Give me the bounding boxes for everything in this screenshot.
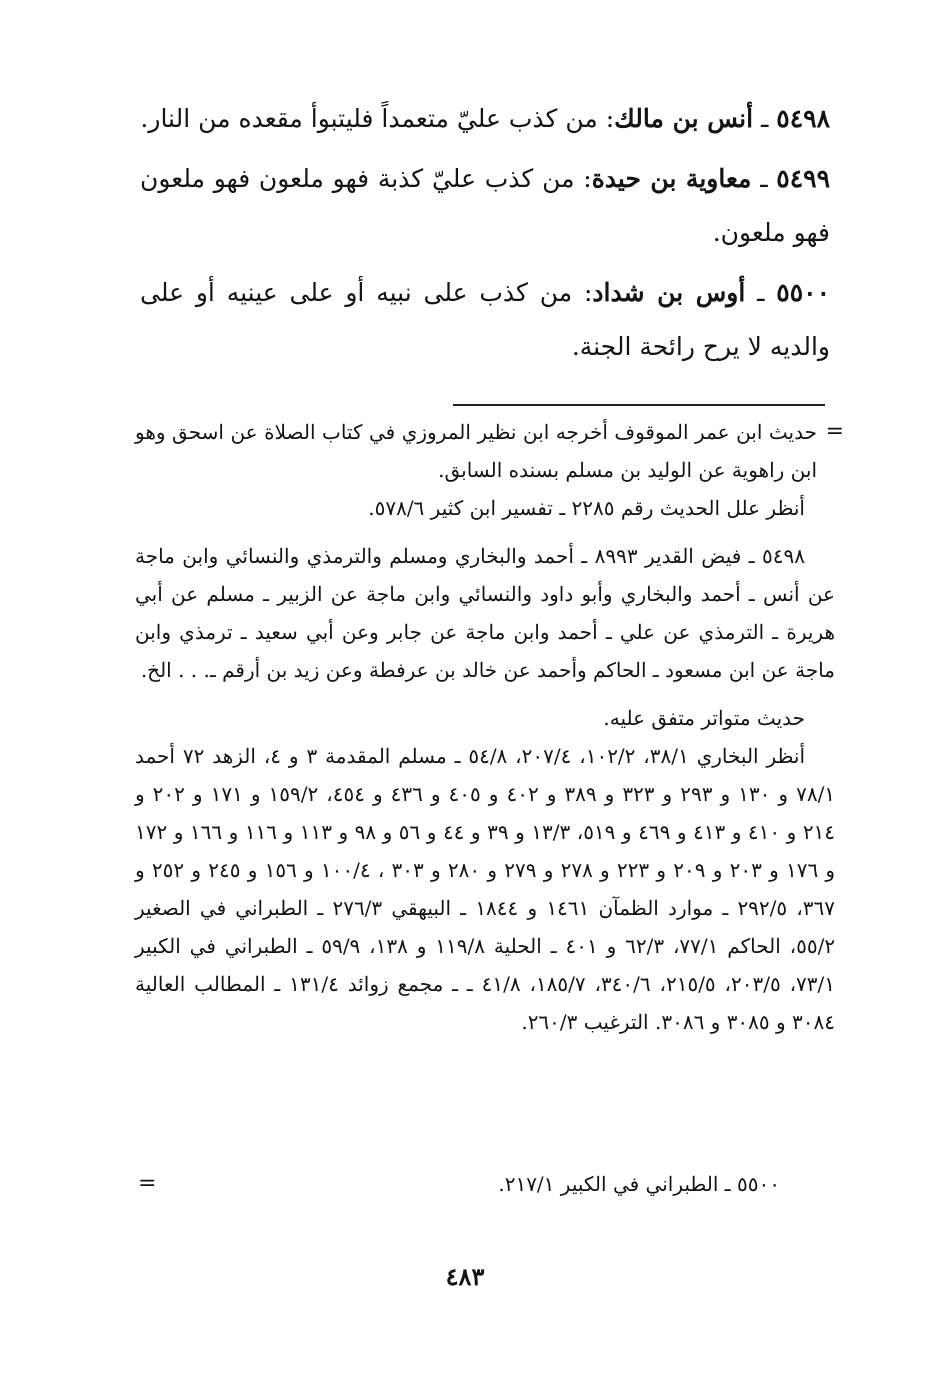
- next-page-mark: =: [138, 1171, 157, 1196]
- footnotes-section: [135, 413, 835, 1041]
- footnote-continuation: حديث ابن عمر الموقوف أخرجه ابن نظير المروزي في كتاب الصلاة عن اسحق وهو ابن راهوية عن الوليد بن مسلم بسنده السابق.: [135, 420, 817, 482]
- dash: ـ: [751, 164, 768, 193]
- hadith-entry-5498: [140, 92, 830, 146]
- footnote-divider: [453, 404, 825, 406]
- hadith-entry-5499: [140, 152, 830, 260]
- colon: :: [572, 278, 593, 307]
- footnote-5500: ٥٥٠٠ ـ الطبراني في الكبير ٢١٧/١.: [498, 1172, 780, 1196]
- hadith-list: [140, 92, 830, 380]
- hadith-number: ٥٤٩٩: [776, 164, 831, 193]
- hadith-entry-5500: [140, 266, 830, 374]
- hadith-narrator: أنس بن مالك: [614, 104, 754, 133]
- colon: :: [597, 104, 615, 133]
- hadith-text: من كذب عليّ متعمداً فليتبوأ مقعده من النار.: [140, 104, 598, 133]
- hadith-number: ٥٥٠٠: [776, 278, 830, 307]
- hadith-text: من كذب عليّ كذبة فهو ملعون فهو ملعون فهو ملعون.: [140, 164, 830, 247]
- footnote-reference-line: أنظر علل الحديث رقم ٢٢٨٥ ـ تفسير ابن كثير ٥٧٨/٦.: [368, 496, 805, 520]
- hadith-number: ٥٤٩٨: [776, 104, 830, 133]
- hadith-narrator: معاوية بن حيدة: [591, 164, 752, 193]
- continuation-mark: =: [825, 419, 844, 444]
- footnote-5498-grade: حديث متواتر متفق عليه.: [603, 706, 805, 730]
- hadith-narrator: أوس بن شداد: [592, 278, 746, 307]
- footnote-5498: ٥٤٩٨ ـ فيض القدير ٨٩٩٣ ـ أحمد والبخاري ومسلم والترمذي والنسائي وابن ماجة عن أنس ـ أحمد والبخاري وأبو داود والنسائي وابن ماجة عن الزبير ـ مسلم عن أبي هريرة ـ الترمذي عن علي ـ أحمد وابن ماجة عن جابر وعن أبي سعيد ـ ترمذي وابن ماجة عن ابن مسعود ـ الحاكم وأحمد عن خالد بن عرفطة وعن زيد بن أرقم ـ. . . الخ.: [135, 544, 835, 682]
- footnote-5498-sources: أنظر البخاري ٣٨/١، ١٠٢/٢، ٢٠٧/٤، ٥٤/٨ ـ مسلم المقدمة ٣ و ٤، الزهد ٧٢ أحمد ٧٨/١ و ١٣٠ و ٢٩٣ و ٣٢٣ و ٣٨٩ و ٤٠٢ و ٤٠٥ و ٤٣٦ و ٤٥٤، ١٥٩/٢ و ١٧١ و ٢٠٢ و ٢١٤ و ٤١٠ و ٤١٣ و ٤٦٩ و ٥١٩، ١٣/٣ و ٣٩ و ٤٤ و ٥٦ و ٩٨ و ١١٣ و ١١٦ و ١٦٦ و ١٧٢ و ١٧٦ و ٢٠٣ و ٢٠٩ و ٢٢٣ و ٢٧٨ و ٢٧٩ و ٢٨٠ و ٣٠٣ ، ١٠٠/٤ و ١٥٦ و ٢٤٥ و ٢٥٢ و ٣٦٧، ٢٩٢/٥ ـ موارد الظمآن ١٤٦١ و ١٨٤٤ ـ البيهقي ٢٧٦/٣ ـ الطبراني في الصغير ٥٥/٢، الحاكم ٧٧/١، ٦٢/٣ و ٤٠١ ـ الحلية ١١٩/٨ و ١٣٨، ٥٩/٩ ـ الطبراني في الكبير ٧٣/١، ٢٠٣/٥، ٢١٥/٥، ٣٤٠/٦، ١٨٥/٧، ٤١/٨ ـ ـ مجمع زوائد ١٣١/٤ ـ المطالب العالية ٣٠٨٤ و ٣٠٨٥ و ٣٠٨٦. الترغيب ٢٦٠/٣.: [135, 744, 836, 1034]
- dash: ـ: [753, 104, 769, 133]
- page-number: ٤٨٣: [445, 1262, 485, 1291]
- dash: ـ: [745, 278, 765, 307]
- hadith-text: من كذب على نبيه أو على عينيه أو على والديه لا يرح رائحة الجنة.: [140, 278, 830, 361]
- colon: :: [574, 164, 592, 193]
